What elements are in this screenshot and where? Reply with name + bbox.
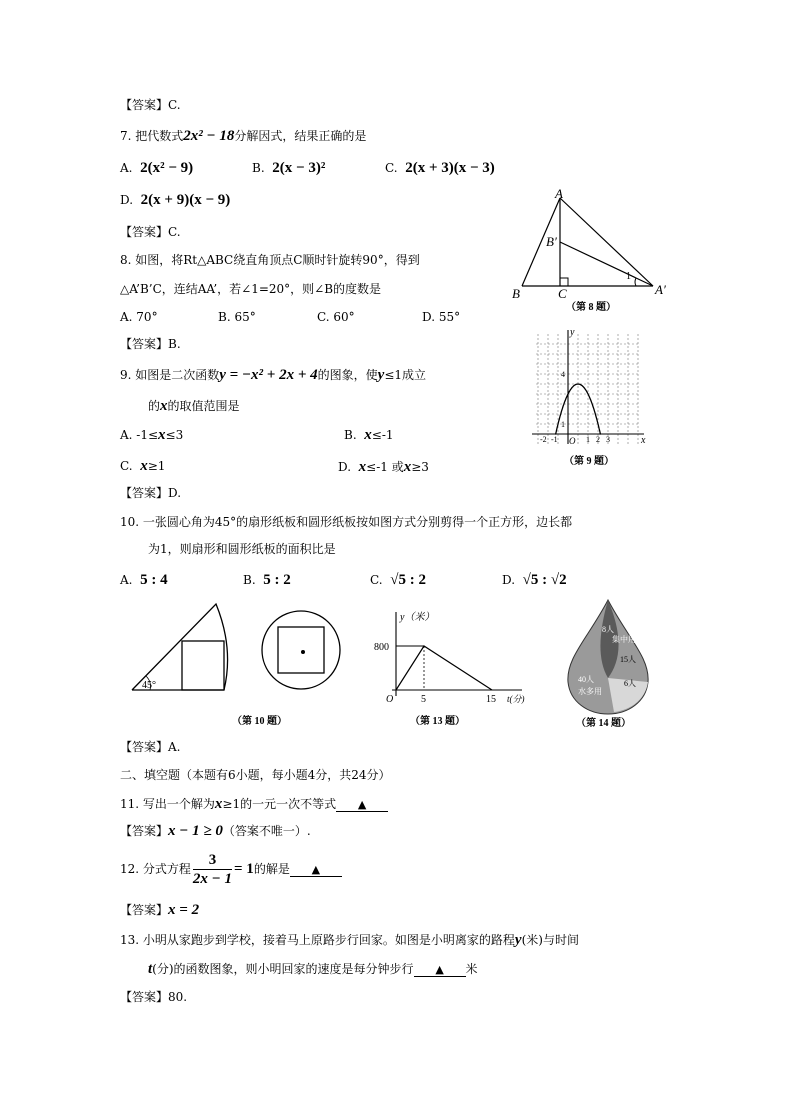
y-tick-1: 1 <box>561 420 565 429</box>
sector-square <box>182 641 224 690</box>
q10-line1: 10. 一张圆心角为45°的扇形纸板和圆形纸板按如图方式分别剪得一个正方形，边长都 <box>120 515 573 529</box>
q9-line2-a: 的 <box>148 399 161 413</box>
q9-text-b: 的图象，使 <box>317 368 378 382</box>
question-7 <box>120 127 366 145</box>
q9-b-label: B. <box>344 428 357 442</box>
q13-t: t <box>148 961 153 977</box>
origin-label: O <box>386 694 394 705</box>
x-axis-label: x <box>641 435 646 446</box>
q10-d-expr: √5 : √2 <box>522 572 567 588</box>
circle-outline <box>262 611 340 689</box>
y-axis-label: y <box>570 327 575 338</box>
x-tick-m2: -2 <box>540 435 547 444</box>
label-c: C <box>558 286 567 301</box>
answer-12 <box>120 901 199 919</box>
origin-label: O <box>569 436 576 446</box>
triangle-mark: ▲ <box>435 963 444 976</box>
x-tick-1: 1 <box>586 435 590 444</box>
q9-text-c: ≤1成立 <box>384 368 427 382</box>
fig8-caption: （第 8 题） <box>566 302 616 313</box>
q12-fraction <box>193 851 232 888</box>
q9-option-c <box>120 458 165 475</box>
q11-line <box>120 795 388 813</box>
q8-option-a: A. 70° <box>120 310 158 324</box>
answer-blank <box>290 862 342 877</box>
answer-blank <box>414 962 466 977</box>
answer-10: 【答案】A. <box>120 740 181 754</box>
label-a: A <box>555 188 563 201</box>
q8-line1: 8. 如图，将Rt△ABC绕直角顶点C顺时针旋转90°，得到 <box>120 253 420 267</box>
q9-a-x: x <box>158 427 166 443</box>
q10-option-c <box>370 572 426 589</box>
q9-b-x: x <box>364 427 372 443</box>
q9-line2 <box>148 397 240 415</box>
ans12-label: 【答案】 <box>120 903 169 917</box>
section-2-heading: 二、填空题（本题有6小题，每小题4分，共24分） <box>120 768 391 782</box>
x-tick-m1: -1 <box>551 435 558 444</box>
q11-x: x <box>214 796 223 812</box>
q13-text-d: 米 <box>465 962 478 976</box>
ans11-expr: x − 1 ≥ 0 <box>168 823 223 839</box>
y-tick-800: 800 <box>374 642 389 653</box>
q7-c-label: C. <box>385 161 398 175</box>
q12-text-b: 的解是 <box>253 862 290 876</box>
sector-outline <box>132 604 228 690</box>
label-concentrated: 集中用水 <box>612 635 644 644</box>
q13-line2 <box>148 960 478 978</box>
fig10-caption: （第 10 题） <box>232 716 287 727</box>
circle-square <box>278 627 324 673</box>
q9-c-text: ≥1 <box>147 459 166 473</box>
q7-b-expr: 2(x − 3)² <box>272 160 326 176</box>
ans12-expr: x = 2 <box>168 902 200 918</box>
t-tick-15: 15 <box>486 694 496 705</box>
q13-y: y <box>514 932 522 948</box>
edge-bpap <box>560 242 653 286</box>
q8-option-c: C. 60° <box>317 310 355 324</box>
q9-expression: y = −x² + 2x + 4 <box>219 367 318 383</box>
x-tick-3: 3 <box>606 435 610 444</box>
q10-a-expr: 5 : 4 <box>140 572 168 588</box>
q9-d-x2: x <box>403 459 412 475</box>
q9-option-b <box>344 427 394 444</box>
q10-option-b <box>243 572 291 589</box>
q9-a-text: A. -1≤ <box>120 428 159 442</box>
answer-7: 【答案】C. <box>120 225 181 239</box>
q10-c-expr: √5 : 2 <box>390 572 426 588</box>
q7-option-d <box>120 192 230 209</box>
answer-9: 【答案】D. <box>120 486 182 500</box>
q10-option-a <box>120 572 168 589</box>
q9-c-label: C. <box>120 459 133 473</box>
figure-13 <box>370 608 530 730</box>
q11-text-b: ≥1的一元一次不等式 <box>222 797 337 811</box>
answer-blank <box>336 797 388 812</box>
q12-denominator: 2x − 1 <box>192 871 232 887</box>
q13-text-b: (米)与时间 <box>521 933 579 947</box>
q9-text-a: 9. 如图是二次函数 <box>120 368 220 382</box>
q9-d-label: D. <box>338 460 352 474</box>
q10-c-label: C. <box>370 573 383 587</box>
q7-d-label: D. <box>120 193 134 207</box>
q7-expression: 2x² − 18 <box>183 128 235 144</box>
t-axis-label: t(分) <box>507 694 525 704</box>
q9-option-d <box>338 458 429 476</box>
q11-text-a: 11. 写出一个解为 <box>120 797 215 811</box>
q7-d-expr: 2(x + 9)(x − 9) <box>140 192 231 208</box>
right-angle-mark <box>560 278 568 286</box>
label-8: 8人 <box>602 625 614 634</box>
q9-a-text-b: ≤3 <box>165 428 184 442</box>
q7-text-a: 7. 把代数式 <box>120 129 184 143</box>
angle-1-arc <box>635 278 636 286</box>
q9-b-text: ≤-1 <box>371 428 394 442</box>
triangle-mark: ▲ <box>311 863 321 876</box>
q9-c-x: x <box>140 458 148 474</box>
edge-aap <box>560 198 653 286</box>
q7-option-c <box>385 160 495 177</box>
figure-9 <box>528 326 652 476</box>
grid <box>536 334 640 444</box>
q13-text-a: 13. 小明从家跑步到学校，接着马上原路步行回家。如图是小明离家的路程 <box>120 933 515 947</box>
q10-a-label: A. <box>120 573 133 587</box>
figure-14 <box>548 598 668 730</box>
q9-option-a <box>120 427 183 444</box>
ans11-note: （答案不唯一）. <box>222 824 311 838</box>
answer-11 <box>120 822 311 840</box>
q10-b-label: B. <box>243 573 256 587</box>
q7-a-label: A. <box>120 161 133 175</box>
ans11-label: 【答案】 <box>120 824 169 838</box>
q9-line2-b: 的取值范围是 <box>167 399 240 413</box>
q7-b-label: B. <box>252 161 265 175</box>
q7-option-b <box>252 160 325 177</box>
q7-a-expr: 2(x² − 9) <box>140 160 194 176</box>
label-aprime: A′ <box>655 282 666 297</box>
angle-45-label: 45° <box>142 680 156 691</box>
fig14-caption: （第 14 题） <box>576 718 631 729</box>
label-bprime: B′ <box>546 234 557 249</box>
figure-8 <box>508 188 678 313</box>
label-b: B <box>512 286 520 301</box>
circle-center-dot <box>301 650 305 654</box>
graph-line <box>396 646 492 690</box>
label-6: 6人 <box>624 679 636 688</box>
t-tick-5: 5 <box>421 694 426 705</box>
fig13-caption: （第 13 题） <box>410 716 465 727</box>
q10-line2: 为1，则扇形和圆形纸板的面积比是 <box>148 542 336 556</box>
answer-13: 【答案】80. <box>120 990 188 1004</box>
q9-d-text: ≤-1 或 <box>366 460 404 474</box>
x-tick-2: 2 <box>596 435 600 444</box>
q8-option-b: B. 65° <box>218 310 256 324</box>
fig9-caption: （第 9 题） <box>564 456 614 467</box>
q9-d-text-c: ≥3 <box>411 460 429 474</box>
q12-equals: = 1 <box>234 861 254 877</box>
q7-c-expr: 2(x + 3)(x − 3) <box>405 160 495 176</box>
answer-6: 【答案】C. <box>120 98 181 112</box>
label-40: 40人 <box>578 675 594 684</box>
triangle-mark: ▲ <box>357 798 367 811</box>
q9-line1 <box>120 366 426 384</box>
q13-line1 <box>120 931 579 949</box>
y-axis-label: y（米） <box>400 612 435 623</box>
q12-numerator: 3 <box>193 851 232 870</box>
label-15: 15人 <box>620 655 636 664</box>
y-tick-4: 4 <box>561 370 565 379</box>
q10-b-expr: 5 : 2 <box>263 572 291 588</box>
q12-text-a: 12. 分式方程 <box>120 862 191 876</box>
q8-line2: △A’B’C，连结AA’，若∠1=20°，则∠B的度数是 <box>120 282 382 296</box>
label-more-water: 水多用 <box>578 687 602 696</box>
q7-option-a <box>120 160 193 177</box>
q8-option-d: D. 55° <box>422 310 461 324</box>
q9-y: y <box>377 367 385 383</box>
label-angle-1: 1 <box>626 271 631 282</box>
q10-option-d <box>502 572 567 589</box>
q13-text-c: (分)的函数图象，则小明回家的速度是每分钟步行 <box>152 962 414 976</box>
q9-d-x: x <box>358 459 367 475</box>
figure-10 <box>128 600 358 730</box>
q12-line <box>120 851 342 888</box>
q9-line2-x: x <box>160 398 168 414</box>
q7-text-b: 分解因式，结果正确的是 <box>234 129 367 143</box>
answer-8: 【答案】B. <box>120 337 181 351</box>
q10-d-label: D. <box>502 573 516 587</box>
